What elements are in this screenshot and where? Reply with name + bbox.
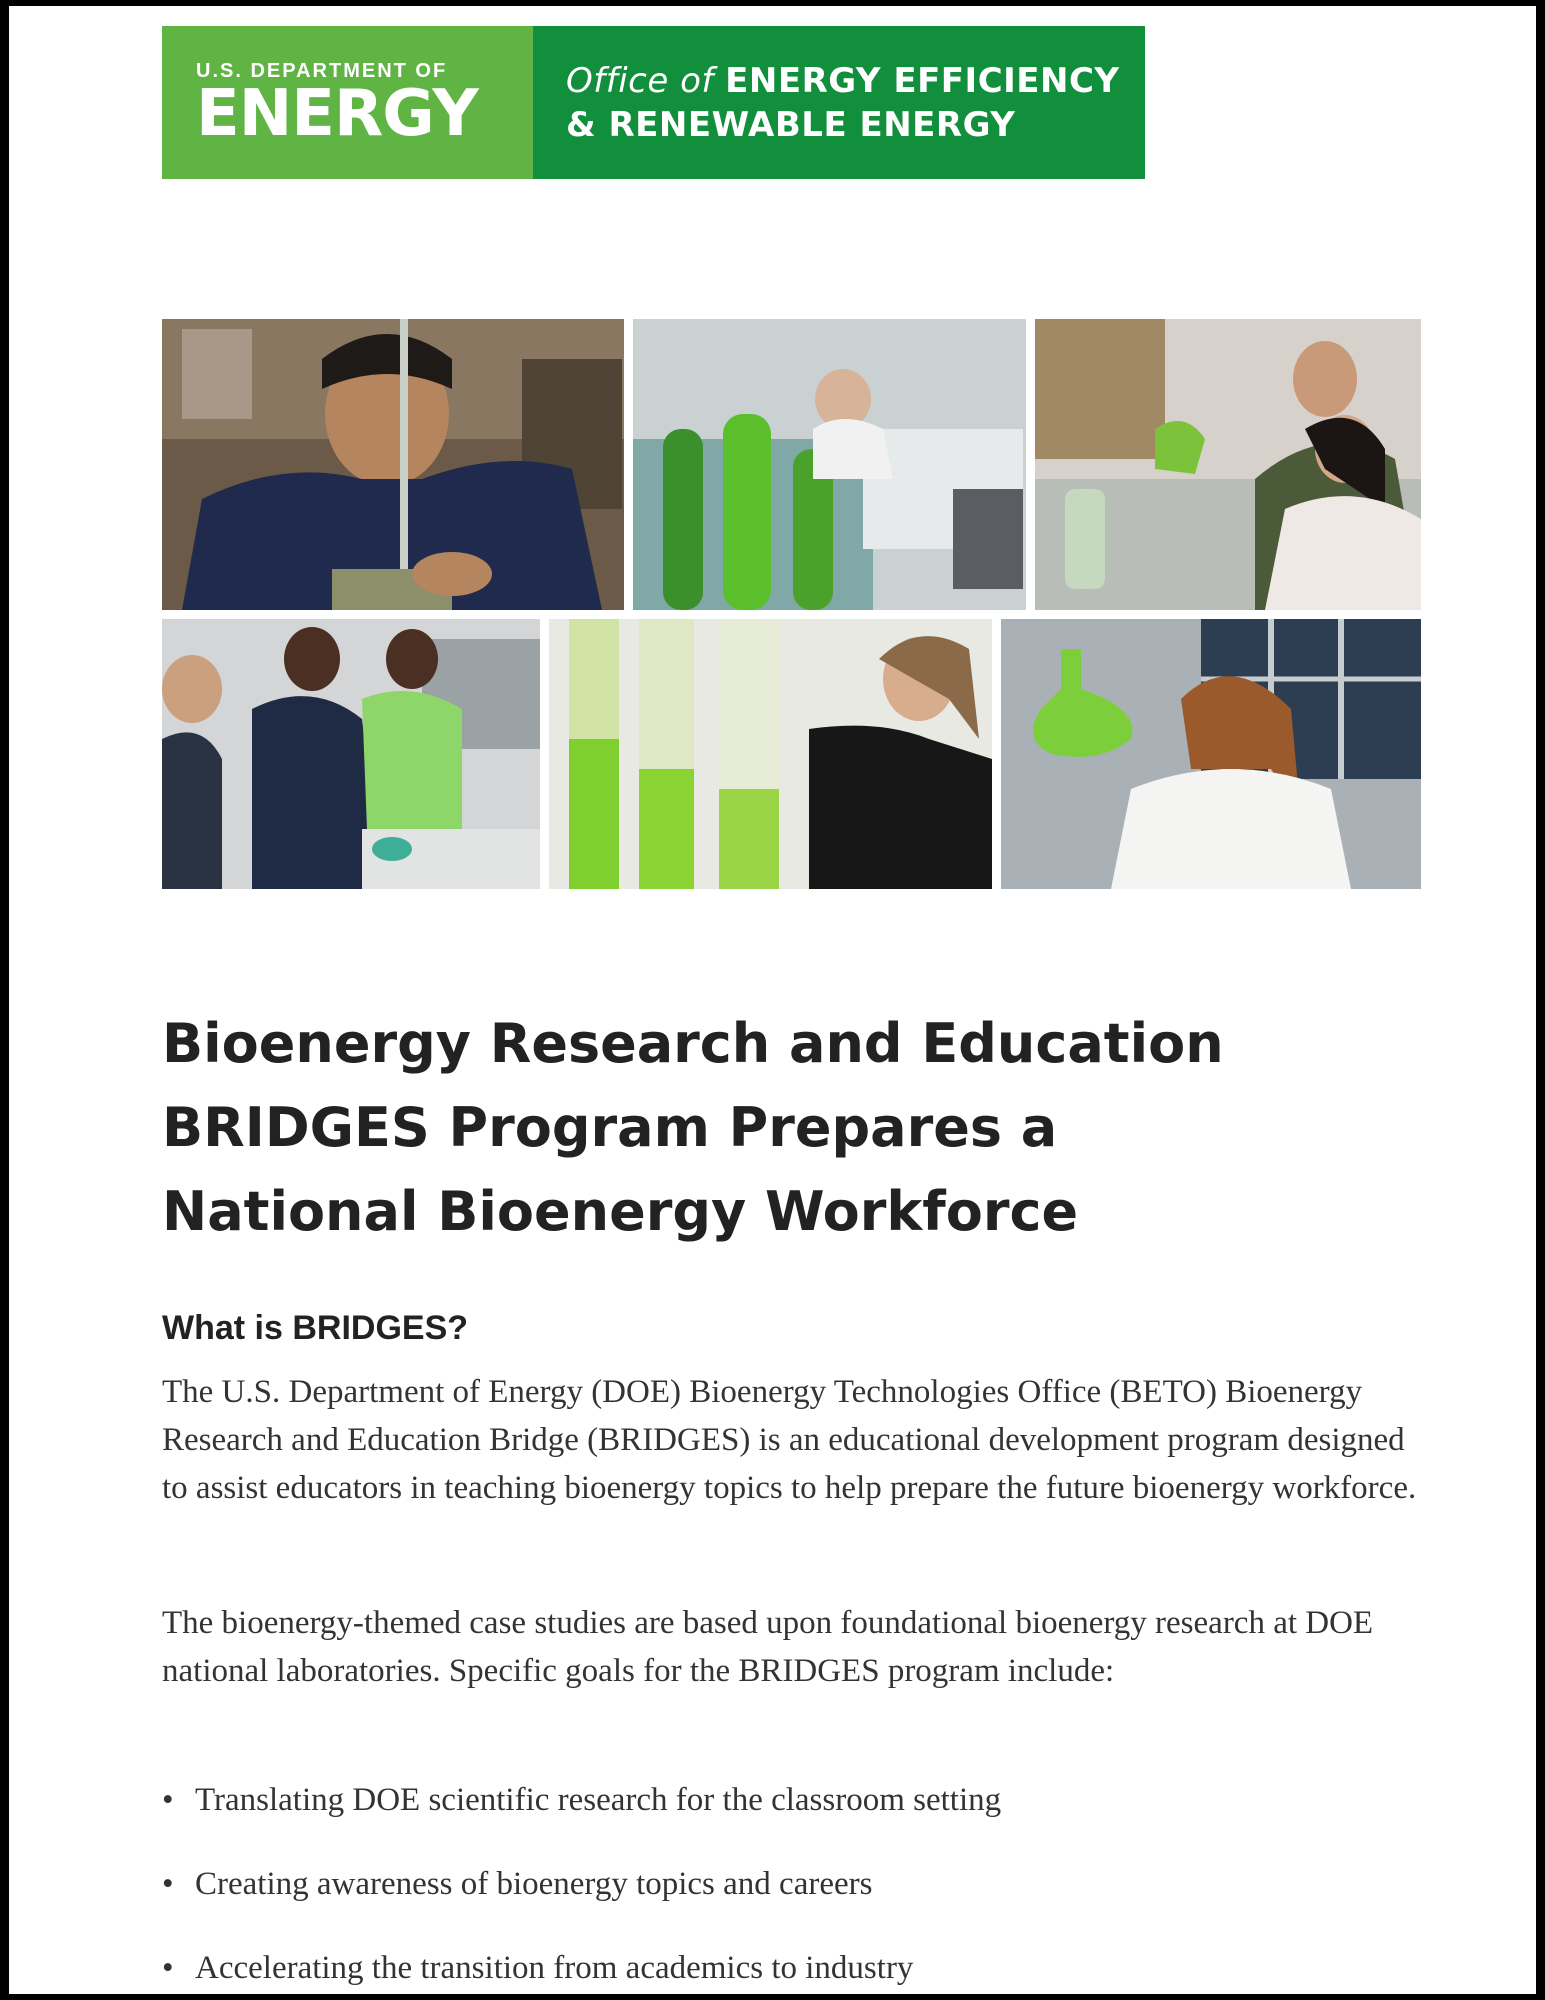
eere-office-block [533,26,1145,179]
list-item-text: Creating awareness of bioenergy topics and careers [195,1866,873,1902]
section-heading: What is BRIDGES? [162,1309,469,1347]
paragraph-intro: The U.S. Department of Energy (DOE) Bioenergy Technologies Office (BETO) Bioenergy Research and Education Bridge (BRIDGES) is an educational development program designed to assist educators in teaching bioenergy topics to help prepare the future bioenergy workforce. [162,1374,1417,1506]
list-item [162,1776,1001,1860]
title-line-3: National Bioenergy Workforce [162,1180,1079,1243]
doe-eere-logo [162,26,1145,179]
photo-student-pipette [162,319,624,610]
document-page [9,6,1536,1994]
logo-department-line: U.S. DEPARTMENT OF [196,59,448,82]
logo-office-line1: ENERGY EFFICIENCY [725,60,1120,101]
photo-algae-columns [549,619,992,889]
title-line-2: BRIDGES Program Prepares a [162,1096,1058,1159]
photo-scientists-flask [1035,319,1421,610]
list-item [162,1944,1001,1994]
title-line-1: Bioenergy Research and Education [162,1012,1224,1075]
photo-students-bench [162,619,540,889]
document-title [162,1002,1422,1254]
paragraph-goals: The bioenergy-themed case studies are based upon foundational bioenergy research at DOE national laboratories. Specific goals for the BRIDGES program include: [162,1605,1374,1689]
logo-office-line2: & RENEWABLE ENERGY [566,104,1016,145]
photo-scientist-green-flask [1001,619,1421,889]
list-item-text: Translating DOE scientific research for the classroom setting [195,1782,1002,1818]
list-item-text: Accelerating the transition from academics to industry [195,1950,914,1986]
photo-algae-tubes [633,319,1026,610]
logo-office-of: Office of [566,60,714,101]
doe-logo-block [162,26,533,179]
bullet-dot: • [162,1782,174,1818]
photo-collage [162,319,1421,889]
goals-list [162,1776,1001,1994]
bullet-dot: • [162,1950,174,1986]
list-item [162,1860,1001,1944]
bullet-dot: • [162,1866,174,1902]
logo-energy-word: ENERGY [196,76,478,151]
